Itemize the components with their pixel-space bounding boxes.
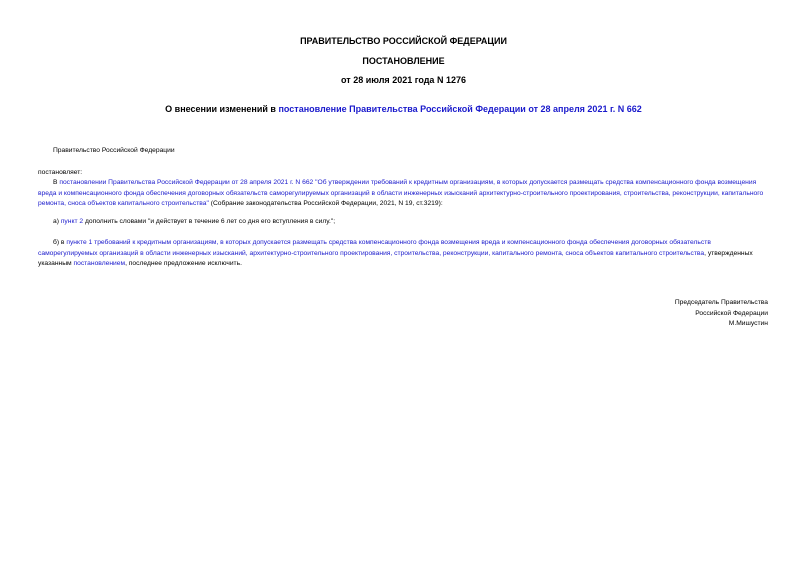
document-date-number: от 28 июля 2021 года N 1276 xyxy=(341,75,466,85)
document-type: ПОСТАНОВЛЕНИЕ xyxy=(362,56,445,66)
signature-name: М.Мишустин xyxy=(728,320,768,327)
p1-suffix: (Собрание законодательства Российской Федерации, 2021, N 19, ст.3219): xyxy=(208,200,443,207)
paragraph-b xyxy=(38,238,766,270)
p1-decree-link[interactable]: постановлении Правительства Российской Федерации от 28 апреля 2021 г. N 662 "Об утверждении требований к кредитным организациям, в которых допускается размещать средства компенсационного фонда возмещения вреда и компенсационного фонда обеспечения договорных обязательств саморегулируемых организаций в области инженерных изысканий архитектурно-строительного проектирования, строительства, реконструкции, капитального ремонта, сноса объектов капитального строительства" xyxy=(38,179,764,207)
government-header: ПРАВИТЕЛЬСТВО РОССИЙСКОЙ ФЕДЕРАЦИИ xyxy=(300,36,507,46)
pb-suffix: , последнее предложение исключить. xyxy=(125,260,242,267)
issuer-text: Правительство Российской Федерации xyxy=(53,147,175,154)
pa-suffix: дополнить словами "и действует в течение 6 лет со дня его вступления в силу."; xyxy=(83,218,336,225)
pa-clause-link[interactable]: пункт 2 xyxy=(60,218,84,225)
pb-requirements-link[interactable]: пункте 1 требований к кредитным организациям, в которых допускается размещать средства компенсационного фонда возмещения вреда и компенсационного фонда обеспечения договорных обязательств саморегулируемых организаций в области инженерных изысканий, архитектурно-строительного проектирования, строительства, реконструкции, капитального ремонта, сноса объектов капитального строительства xyxy=(38,239,711,257)
pa-prefix: а) xyxy=(53,218,61,225)
signature-position-line1: Председатель Правительства xyxy=(674,299,768,306)
pb-prefix: б) в xyxy=(53,239,67,246)
pb-decree-link[interactable]: постановлением xyxy=(73,260,126,267)
signature-position-line2: Российской Федерации xyxy=(695,310,768,317)
paragraph-a xyxy=(38,217,766,228)
title-decree-link[interactable]: постановление Правительства Российской Федерации от 28 апреля 2021 г. N 662 xyxy=(278,104,642,114)
p1-prefix: В xyxy=(53,179,60,186)
title-prefix: О внесении изменений в xyxy=(165,104,279,114)
document-title xyxy=(0,104,807,115)
paragraph-main xyxy=(38,178,766,210)
pb-mid: , утвержденных указанным xyxy=(38,249,753,267)
decrees-text: постановляет: xyxy=(38,169,83,176)
